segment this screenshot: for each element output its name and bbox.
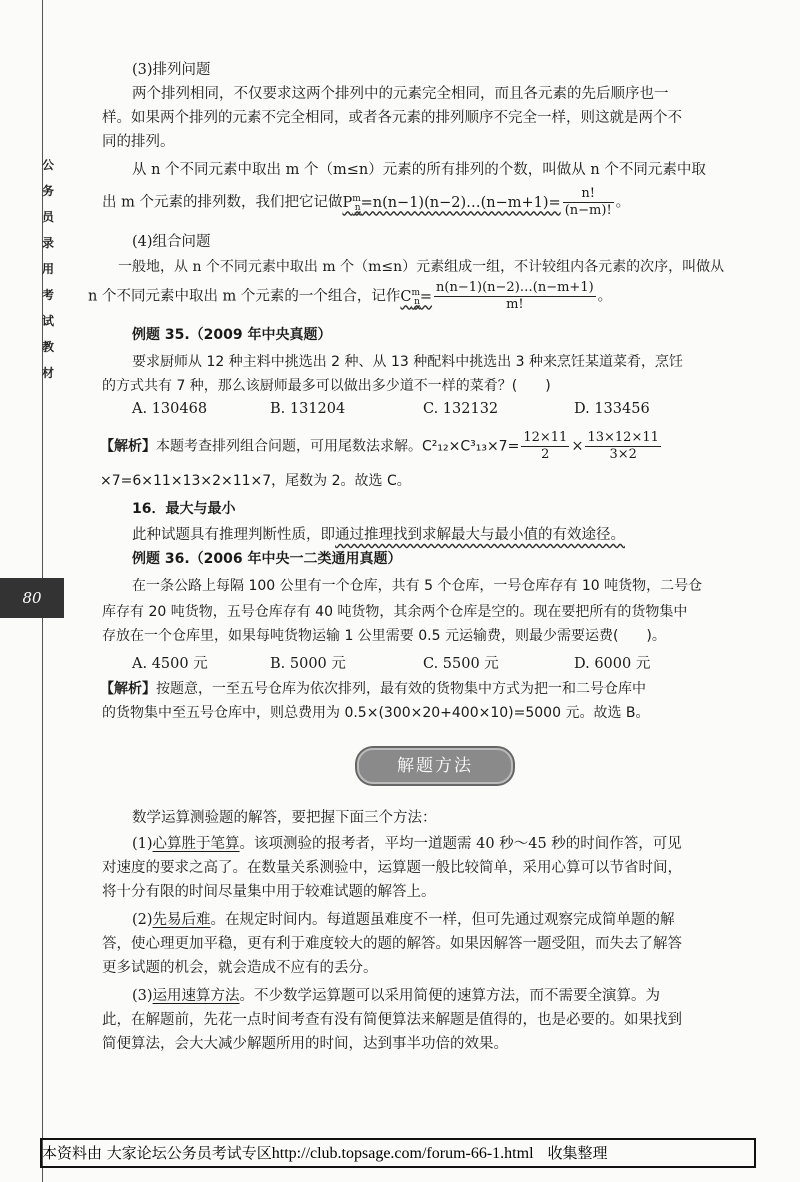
section-banner: 解题方法 [357, 748, 513, 784]
fraction [563, 186, 614, 219]
option-c: C. 132132 [423, 401, 499, 417]
method-number: (1) [132, 836, 153, 852]
example-35-question: 要求厨师从 12 种主料中挑选出 2 种、从 13 种配料中挑选出 3 种来烹饪某道菜肴，烹饪 [132, 354, 684, 370]
method-3 [132, 984, 796, 1005]
method-1 [132, 832, 796, 853]
fraction-denominator: 3×2 [609, 447, 637, 462]
side-title-char: 录 [41, 236, 54, 250]
fraction-numerator: n! [563, 186, 614, 203]
paragraph-line: 将十分有限的时间尽量集中用于较难试题的解答上。 [102, 884, 436, 900]
emphasized-text: 通过推理找到求解最大与最小值的有效途径。 [335, 527, 625, 543]
answer-label: 【解析】 [100, 681, 156, 697]
formula-sub: n [414, 297, 420, 308]
fraction-denominator: m! [506, 297, 524, 312]
option-a: A. 4500 元 [132, 656, 208, 672]
fraction-denominator: (n−m)! [564, 203, 612, 218]
section-heading-max-min: 16．最大与最小 [132, 501, 236, 517]
formula-sup: m [352, 193, 361, 204]
formula-symbol: P [342, 194, 353, 211]
option-d: D. 133456 [574, 401, 650, 417]
paragraph-line: 同的排列。 [102, 134, 175, 150]
paragraph-line: 从 n 个不同元素中取出 m 个（m≤n）元素的所有排列的个数，叫做从 n 个不同元素中取 [132, 162, 706, 178]
paragraph-line: 简便算法，会大大减少解题所用的时间，达到事半功倍的效果。 [102, 1036, 508, 1052]
formula-sub: n [354, 203, 361, 214]
paragraph-line: 此，在解题前，先花一点时间考查有没有简便算法来解题是值得的，也是必要的。如果找到 [102, 1012, 682, 1028]
answer-text: 本题考查排列组合问题，可用尾数法求解。C²₁₂×C³₁₃×7= [156, 438, 520, 455]
example-35-question: 的方式共有 7 种，那么该厨师最多可以做出多少道不一样的菜肴？( ) [102, 378, 551, 394]
methods-intro: 数学运算测验题的解答，要把握下面三个方法： [132, 810, 437, 826]
paragraph-text: 此种试题具有推理判断性质，即 [132, 527, 335, 543]
combination-formula-line [88, 280, 752, 313]
source-footer [40, 1138, 756, 1168]
formula-symbol: C [400, 288, 412, 305]
side-title-char: 材 [41, 366, 54, 380]
section-heading-combination: (4)组合问题 [132, 234, 211, 250]
fraction [585, 430, 660, 463]
fraction [434, 280, 596, 313]
permutation-formula [342, 186, 615, 218]
fraction [521, 430, 569, 463]
example-36-answer [100, 678, 764, 698]
side-title-char: 务 [41, 184, 54, 198]
side-title [34, 152, 62, 386]
fraction-numerator: 12×11 [523, 430, 568, 445]
times-sign: × [571, 438, 584, 455]
footer-note: 收集整理 [547, 1144, 608, 1162]
example-35-answer-line2: ×7=6×11×13×2×11×7，尾数为 2。故选 C。 [100, 473, 411, 489]
side-title-char: 考 [41, 288, 54, 302]
paragraph-line: 答，使心理更加平稳，更有利于难度较大的题的解答。如果因解答一题受阻，而失去了解答 [102, 936, 682, 952]
formula-sup: m [411, 287, 421, 298]
side-title-char: 员 [41, 210, 54, 224]
side-title-char: 公 [41, 158, 54, 172]
example-36-question: 库存有 20 吨货物，五号仓库存有 40 吨货物，其余两个仓库是空的。现在要把所有的货物集中 [102, 604, 688, 620]
method-keyword: 运用速算方法 [152, 988, 240, 1004]
paragraph-line: 更多试题的机会，就会造成不应有的丢分。 [102, 960, 378, 976]
formula-text: n 个不同元素中取出 m 个元素的一个组合，记作 [88, 288, 401, 305]
paragraph-line: 一般地，从 n 个不同元素中取出 m 个（m≤n）元素组成一组，不计较组内各元素的次序，叫做从 [118, 259, 725, 275]
fraction-numerator: n(n−1)(n−2)…(n−m+1) [436, 280, 594, 295]
method-text: 。该项测验的报考者，平均一道题需 40 秒～45 秒的时间作答，可见 [239, 836, 682, 852]
formula-expansion: =n(n−1)(n−2)…(n−m+1)= [360, 194, 561, 211]
footer-source: 本资料由 大家论坛公务员考试专区 [42, 1144, 272, 1162]
method-text: 。不少数学运算题可以采用简便的速算方法，而不需要全演算。为 [239, 988, 661, 1004]
fraction-denominator: 2 [541, 447, 550, 462]
formula-end: 。 [597, 288, 613, 305]
formula-text: 出 m 个元素的排列数，我们把它记做 [102, 194, 343, 211]
example-36-answer-line2: 的货物集中至五号仓库中，则总费用为 0.5×(300×20+400×10)=5000 元。故选 B。 [102, 705, 650, 721]
method-keyword: 先易后难 [152, 912, 211, 928]
method-number: (3) [132, 988, 153, 1004]
example-36-question: 在一条公路上每隔 100 公里有一个仓库，共有 5 个仓库，一号仓库存有 10 吨货物，二号仓 [132, 578, 703, 594]
paragraph-line: 样。如果两个排列的元素不完全相同，或者各元素的排列顺序不完全一样，则这就是两个不 [102, 110, 682, 126]
page-number: 80 [0, 578, 64, 618]
option-a: A. 130468 [132, 401, 208, 417]
paragraph-line [132, 523, 796, 544]
paragraph-line: 两个排列相同，不仅要求这两个排列中的元素完全相同，而且各元素的先后顺序也一 [132, 86, 669, 102]
formula-equals: = [419, 288, 433, 305]
example-36-question: 存放在一个仓库里，如果每吨货物运输 1 公里需要 0.5 元运输费，则最少需要运费( )。 [102, 628, 666, 644]
option-c: C. 5500 元 [423, 656, 499, 672]
section-heading-permutation: (3)排列问题 [132, 62, 211, 78]
method-keyword: 心算胜于笔算 [152, 836, 240, 852]
footer-link[interactable]: http://club.topsage.com/forum-66-1.html [271, 1145, 534, 1162]
method-text: 。在规定时间内。每道题虽难度不一样，但可先通过观察完成简单题的解 [210, 912, 675, 928]
side-title-char: 用 [41, 262, 54, 276]
method-2 [132, 908, 796, 929]
side-title-char: 教 [41, 340, 54, 354]
option-b: B. 131204 [270, 401, 346, 417]
example-35-title: 例题 35.（2009 年中央真题） [132, 327, 332, 343]
formula-end: 。 [615, 194, 631, 211]
example-35-answer [100, 430, 764, 463]
fraction-numerator: 13×12×11 [587, 430, 659, 445]
side-title-char: 试 [41, 314, 54, 328]
permutation-formula-line [102, 186, 766, 219]
option-b: B. 5000 元 [270, 656, 346, 672]
example-36-title: 例题 36.（2006 年中央一二类通用真题） [132, 551, 402, 567]
method-number: (2) [132, 912, 153, 928]
option-d: D. 6000 元 [574, 656, 651, 672]
answer-label: 【解析】 [100, 438, 156, 455]
paragraph-line: 对速度的要求之高了。在数量关系测验中，运算题一般比较简单，采用心算可以节省时间， [102, 860, 682, 876]
answer-text: 按题意，一至五号仓库为依次排列，最有效的货物集中方式为把一和二号仓库中 [156, 681, 646, 697]
